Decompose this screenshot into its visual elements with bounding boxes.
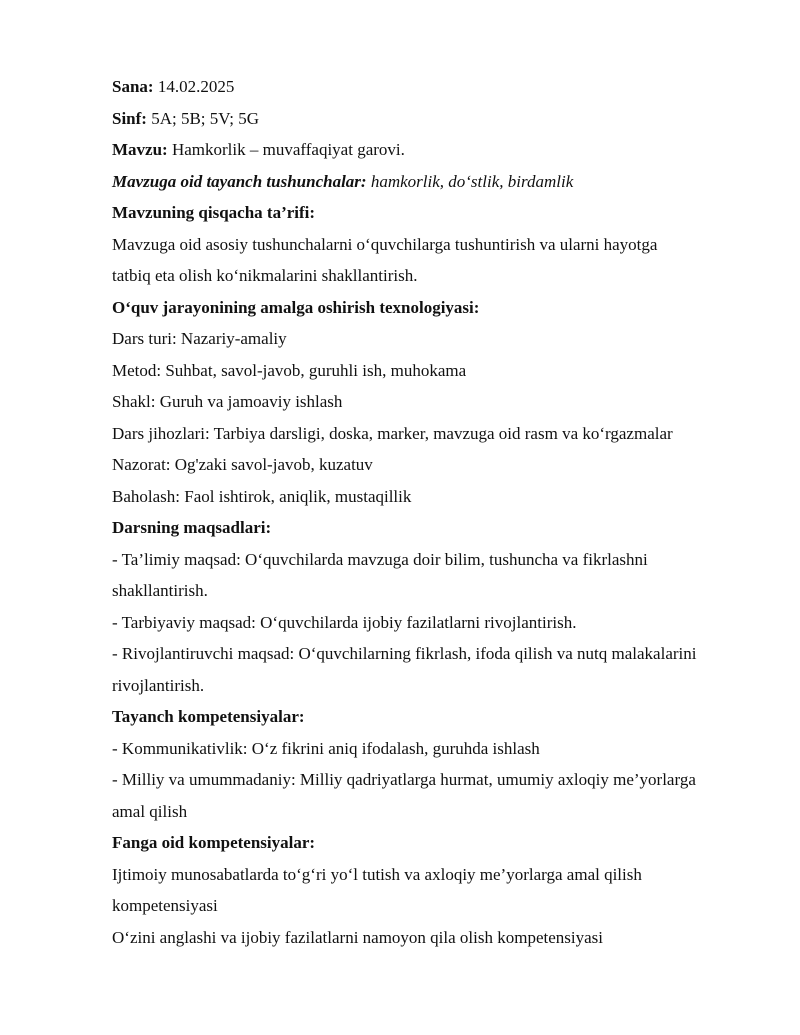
class-value: 5A; 5B; 5V; 5G — [146, 108, 260, 128]
core-competencies-line: - Kommunikativlik: O‘z fikrini aniq ifodalash, guruhda ishlash — [112, 738, 540, 758]
technology-item-form: Shakl: Guruh va jamoaviy ishlash — [112, 392, 343, 411]
core-competencies-line: amal qilish — [112, 801, 188, 821]
concepts-label: Mavzuga oid tayanch tushunchalar: — [112, 171, 367, 191]
description-line: tatbiq eta olish ko‘nikmalarini shakllantirish. — [112, 266, 418, 285]
subject-competencies-line: kompetensiyasi — [112, 896, 218, 915]
goals-line: shakllantirish. — [112, 581, 208, 600]
date-line — [112, 71, 762, 103]
technology-item-lesson-type: Dars turi: Nazariy-amaliy — [112, 329, 287, 348]
topic-label: Mavzu: — [112, 140, 168, 159]
goals-heading: Darsning maqsadlari: — [112, 518, 272, 537]
class-line — [112, 103, 762, 135]
concepts-line — [112, 166, 762, 198]
subject-competencies-heading: Fanga oid kompetensiyalar: — [112, 833, 316, 852]
subject-competencies-line: Ijtimoiy munosabatlarda to‘g‘ri yo‘l tutish va axloqiy me’yorlarga amal qilish — [112, 864, 642, 884]
technology-item-equipment: Dars jihozlari: Tarbiya darsligi, doska, marker, mavzuga oid rasm va ko‘rgazmalar — [112, 423, 673, 443]
goals-line: - Rivojlantiruvchi maqsad: O‘quvchilarning fikrlash, ifoda qilish va nutq malakalarini — [112, 644, 697, 663]
description-line: Mavzuga oid asosiy tushunchalarni o‘quvchilarga tushuntirish va ularni hayotga — [112, 234, 658, 254]
concepts-value: hamkorlik, do‘stlik, birdamlik — [366, 171, 574, 191]
goals-line: rivojlantirish. — [112, 675, 205, 695]
technology-item-assessment: Baholash: Faol ishtirok, aniqlik, mustaqillik — [112, 486, 412, 506]
core-competencies-heading: Tayanch kompetensiyalar: — [112, 707, 305, 726]
description-heading: Mavzuning qisqacha ta’rifi: — [112, 203, 316, 222]
technology-heading: O‘quv jarayonining amalga oshirish texnologiyasi: — [112, 297, 480, 317]
core-competencies-line: - Milliy va umummadaniy: Milliy qadriyatlarga hurmat, umumiy axloqiy me’yorlarga — [112, 770, 696, 789]
class-label: Sinf: — [112, 108, 147, 128]
topic-value: Hamkorlik – muvaffaqiyat garovi. — [167, 140, 405, 159]
goals-line: - Ta’limiy maqsad: O‘quvchilarda mavzuga doir bilim, tushuncha va fikrlashni — [112, 549, 648, 569]
lesson-plan-page — [112, 71, 762, 953]
date-value: 14.02.2025 — [153, 77, 235, 96]
topic-line — [112, 134, 762, 166]
technology-item-method: Metod: Suhbat, savol-javob, guruhli ish, muhokama — [112, 360, 467, 380]
subject-competencies-line: O‘zini anglashi va ijobiy fazilatlarni namoyon qila olish kompetensiyasi — [112, 927, 603, 947]
date-label: Sana: — [112, 77, 154, 96]
technology-item-control: Nazorat: Og'zaki savol-javob, kuzatuv — [112, 455, 373, 474]
goals-line: - Tarbiyaviy maqsad: O‘quvchilarda ijobiy fazilatlarni rivojlantirish. — [112, 612, 577, 632]
